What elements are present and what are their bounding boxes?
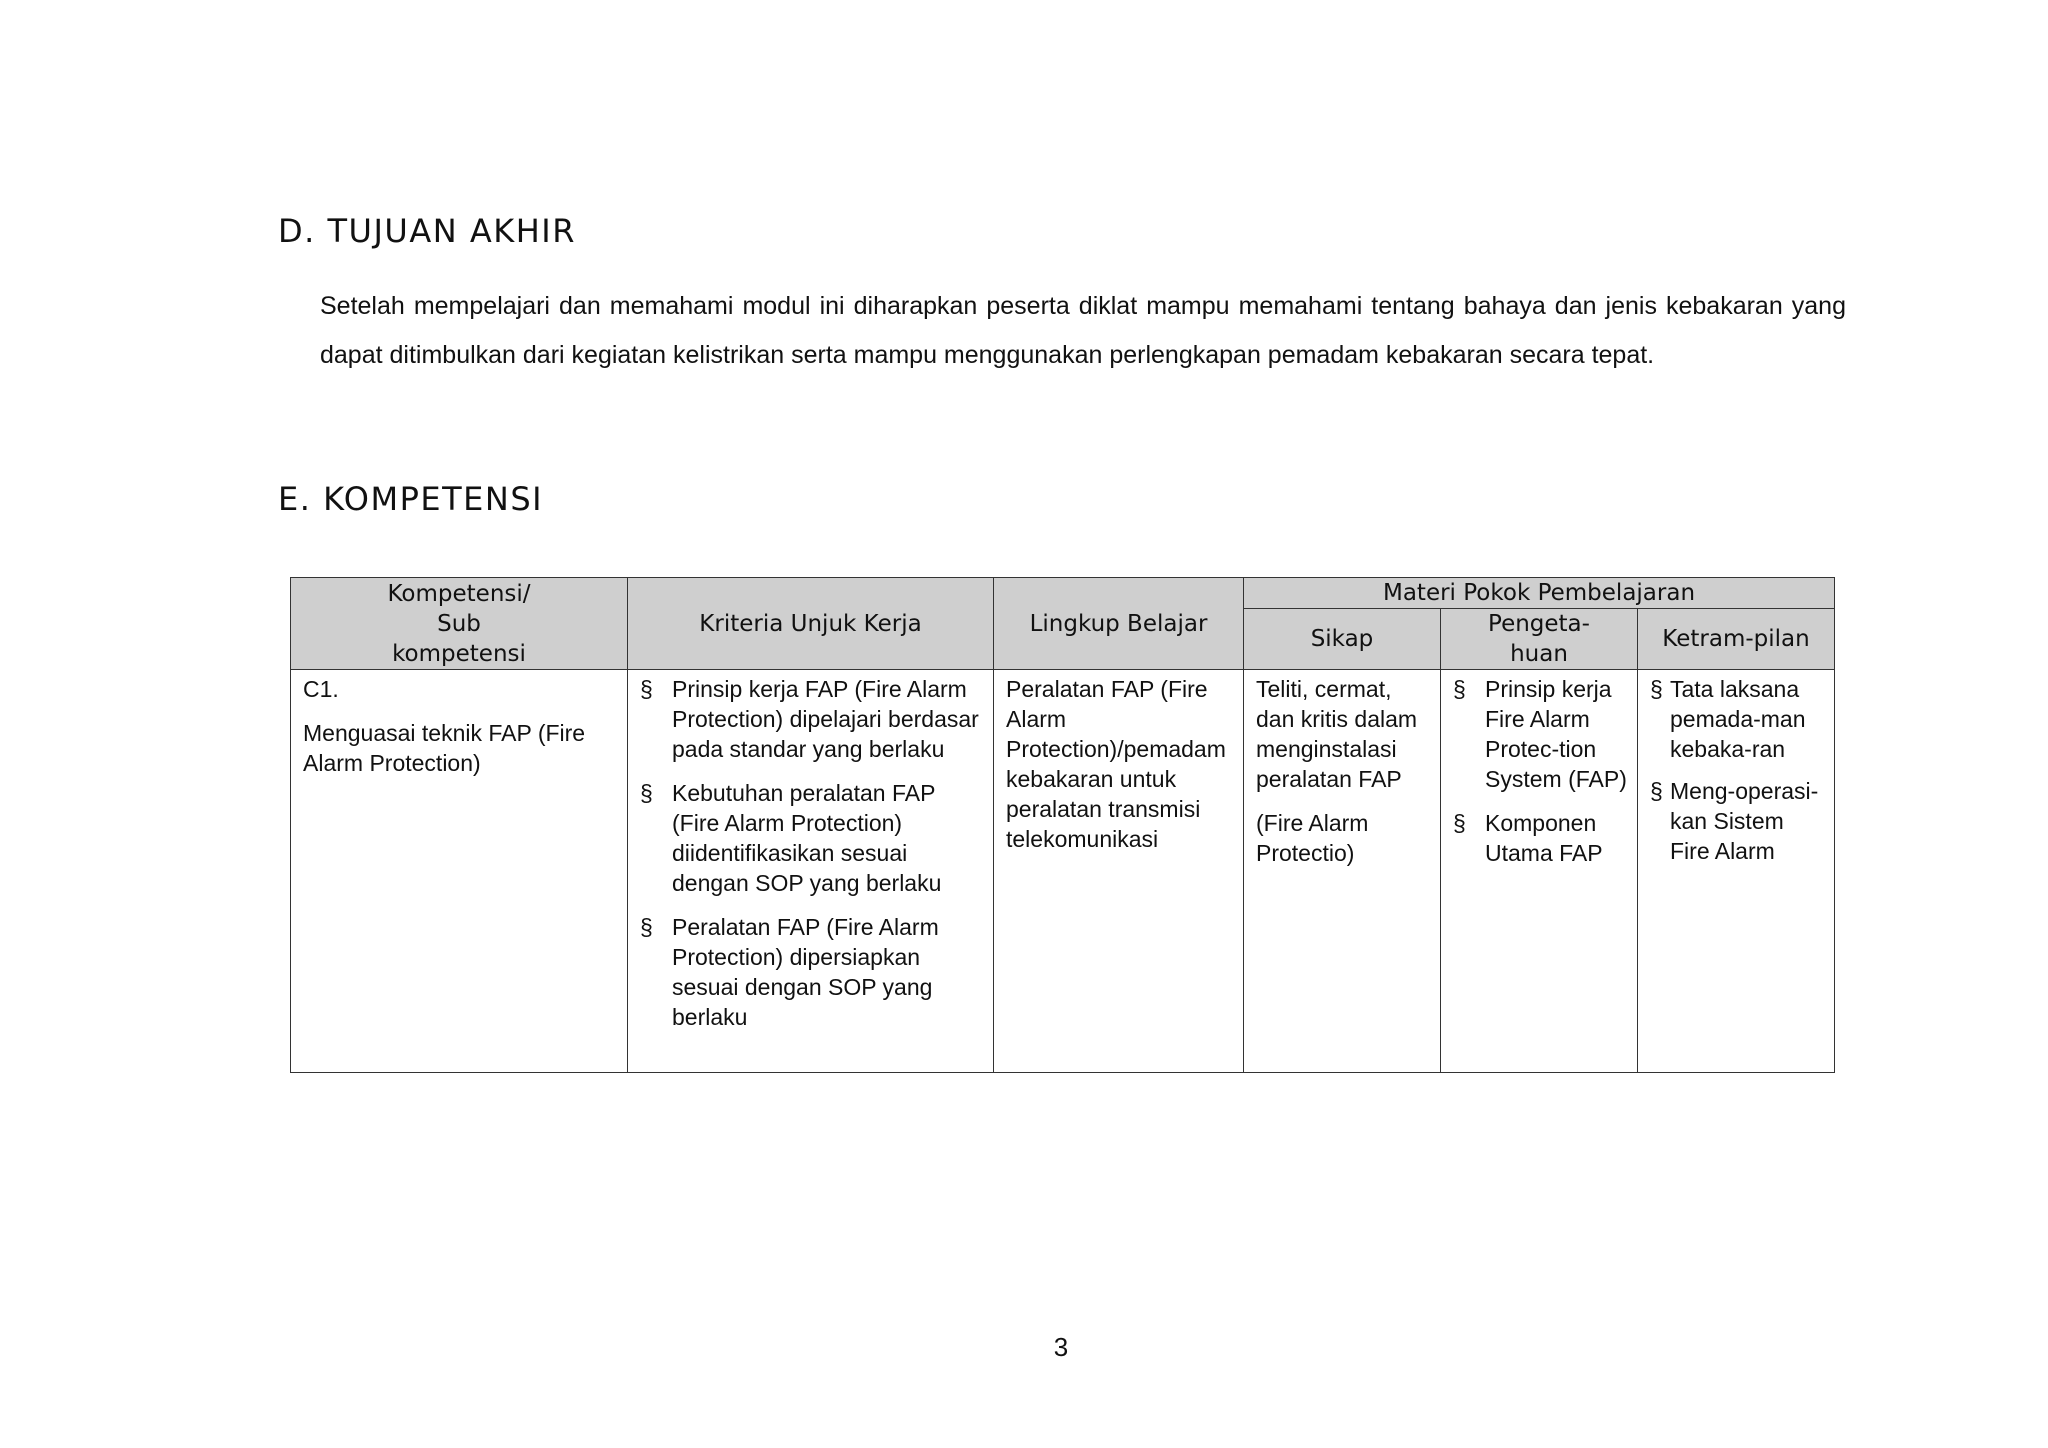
list-item: § Meng-operasi-kan Sistem Fire Alarm xyxy=(1650,778,1819,864)
header-kriteria: Kriteria Unjuk Kerja xyxy=(628,578,994,670)
table-row xyxy=(291,670,1835,1073)
cell-keterampilan xyxy=(1638,670,1835,1073)
cell-lingkup: Peralatan FAP (Fire Alarm Protection)/pemadam kebakaran untuk peralatan transmisi telekomunikasi xyxy=(994,670,1244,1073)
cell-pengetahuan xyxy=(1441,670,1638,1073)
section-d-paragraph: Setelah mempelajari dan memahami modul ini diharapkan peserta diklat mampu memahami tentang bahaya dan jenis kebakaran yang dapat ditimbulkan dari kegiatan kelistrikan serta mampu menggunakan perlengkapan pemadam kebakaran secara tepat. xyxy=(320,292,1846,369)
header-materi: Materi Pokok Pembelajaran xyxy=(1244,578,1835,609)
list-item: § Tata laksana pemada-man kebaka-ran xyxy=(1650,676,1806,762)
list-item: § Komponen Utama FAP xyxy=(1453,810,1603,866)
header-lingkup: Lingkup Belajar xyxy=(994,578,1244,670)
cell-kriteria xyxy=(628,670,994,1073)
cell-kompetensi xyxy=(291,670,628,1073)
list-item: § Prinsip kerja Fire Alarm Protec-tion System (FAP) xyxy=(1453,676,1627,792)
list-item: § Peralatan FAP (Fire Alarm Protection) dipersiapkan sesuai dengan SOP yang berlaku xyxy=(640,914,939,1030)
header-sikap: Sikap xyxy=(1244,609,1441,670)
header-pengetahuan: Pengeta- huan xyxy=(1441,609,1638,670)
header-keterampilan: Ketram-pilan xyxy=(1638,609,1835,670)
cell-sikap: Teliti, cermat, dan kritis dalam menginstalasi peralatan FAP (Fire Alarm Protectio) xyxy=(1244,670,1441,1073)
kompetensi-code: C1. xyxy=(303,676,339,702)
list-item: § Kebutuhan peralatan FAP (Fire Alarm Protection) diidentifikasikan sesuai dengan SOP yang berlaku xyxy=(640,780,942,896)
header-kompetensi: Kompetensi/ Sub kompetensi xyxy=(291,578,628,670)
page-number: 3 xyxy=(1053,1332,1069,1362)
kompetensi-text: Menguasai teknik FAP (Fire Alarm Protection) xyxy=(303,720,586,776)
kompetensi-table xyxy=(290,577,1835,1073)
list-item: § Prinsip kerja FAP (Fire Alarm Protection) dipelajari berdasar pada standar yang berlaku xyxy=(640,676,979,762)
section-e-heading: E. KOMPETENSI xyxy=(278,480,544,518)
section-d-heading: D. TUJUAN AKHIR xyxy=(278,212,576,250)
